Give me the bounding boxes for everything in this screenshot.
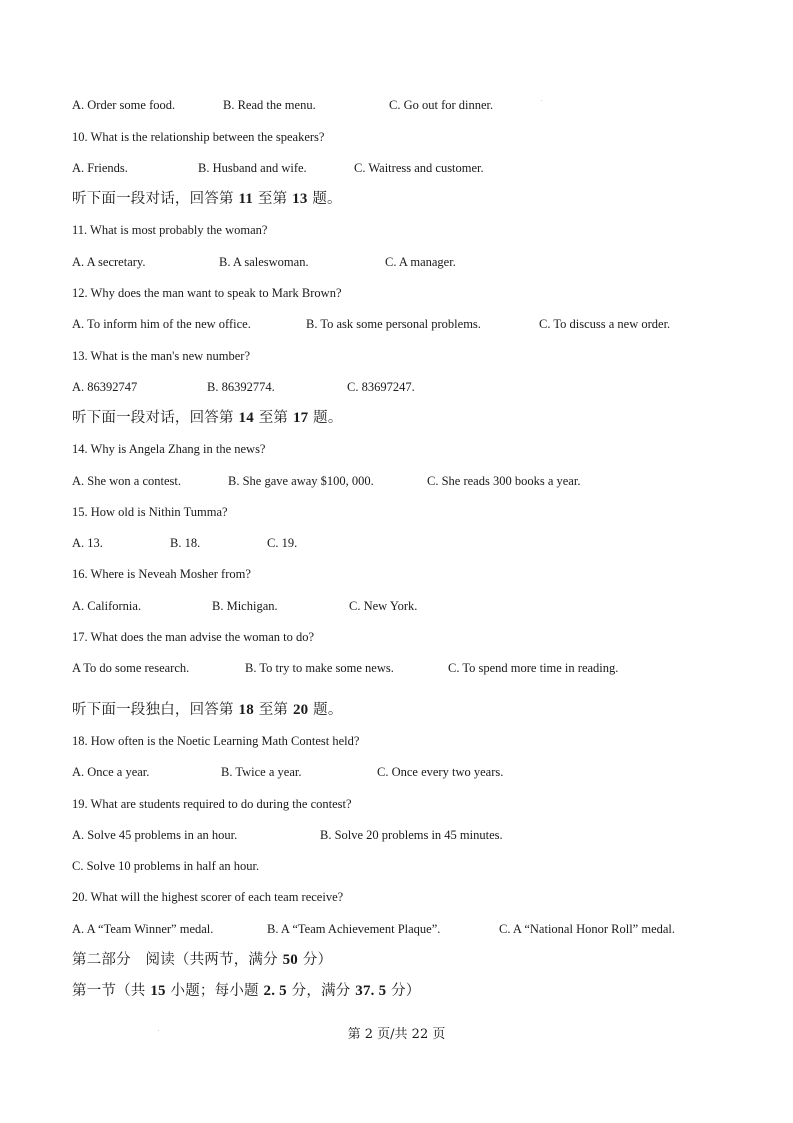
q20-option-c: C. A “National Honor Roll” medal. (499, 922, 676, 936)
heading-text: 听下面一段对话，回答第 (72, 410, 239, 426)
heading-text: 题。 (307, 191, 342, 207)
heading-text: 分） (298, 952, 333, 968)
q14-option-c: C. She reads 300 books a year. (427, 474, 581, 488)
heading-text: 题。 (308, 702, 343, 718)
heading-text: 至第 (253, 702, 293, 718)
q12-option-c: C. To discuss a new order. (539, 317, 671, 331)
q18-option-b: B. Twice a year. (221, 765, 302, 779)
q19-option-a: A. Solve 45 problems in an hour. (72, 828, 238, 842)
heading-number: 13 (292, 191, 308, 207)
q18-option-c: C. Once every two years. (377, 765, 504, 779)
heading-number: 18 (238, 702, 254, 718)
scan-speck (158, 1030, 159, 1031)
q14-question: 14. Why is Angela Zhang in the news? (72, 442, 266, 456)
heading-number: 14 (238, 410, 254, 426)
q17-option-a: A To do some research. (72, 661, 190, 675)
q17-option-b: B. To try to make some news. (245, 661, 394, 675)
heading-number: 15 (150, 983, 166, 999)
q9-option-b: B. Read the menu. (223, 98, 316, 112)
heading-number: 50 (282, 952, 299, 968)
q15-option-a: A. 13. (72, 536, 103, 550)
q16-option-c: C. New York. (349, 599, 418, 613)
q16-question: 16. Where is Neveah Mosher from? (72, 567, 251, 581)
page-footer: 第 2 页/共 22 页 (347, 1027, 446, 1042)
q10-question: 10. What is the relationship between the speakers? (72, 130, 325, 144)
q13-option-c: C. 83697247. (347, 380, 415, 394)
heading-text: 至第 (253, 191, 293, 207)
q18-option-a: A. Once a year. (72, 765, 150, 779)
q14-option-b: B. She gave away $100, 000. (228, 474, 374, 488)
heading-text: 分，满分 (286, 983, 356, 999)
heading-number: 2. 5 (263, 983, 287, 999)
q10-option-b: B. Husband and wife. (198, 161, 307, 175)
heading-text: 分） (386, 983, 421, 999)
scan-speck (541, 100, 542, 101)
q9-option-a: A. Order some food. (72, 98, 176, 112)
q16-option-a: A. California. (72, 599, 142, 613)
q17-question: 17. What does the man advise the woman to do? (72, 630, 315, 644)
heading-number: 11 (238, 191, 254, 207)
q11-question: 11. What is most probably the woman? (72, 223, 268, 237)
q13-option-b: B. 86392774. (207, 380, 275, 394)
q19-question: 19. What are students required to do during the contest? (72, 797, 352, 811)
q15-question: 15. How old is Nithin Tumma? (72, 505, 228, 519)
q20-question: 20. What will the highest scorer of each team receive? (72, 890, 344, 904)
section-heading-18-20 (72, 700, 343, 720)
q14-option-a: A. She won a contest. (72, 474, 182, 488)
q20-option-a: A. A “Team Winner” medal. (72, 922, 214, 936)
q19-option-b: B. Solve 20 problems in 45 minutes. (320, 828, 503, 842)
heading-number: 20 (292, 702, 309, 718)
q15-option-b: B. 18. (170, 536, 201, 550)
q13-option-a: A. 86392747 (72, 380, 138, 394)
q13-question: 13. What is the man's new number? (72, 349, 251, 363)
q18-question: 18. How often is the Noetic Learning Math Contest held? (72, 734, 360, 748)
q16-option-b: B. Michigan. (212, 599, 278, 613)
q15-option-c: C. 19. (267, 536, 298, 550)
part2-heading (72, 950, 332, 970)
q12-option-b: B. To ask some personal problems. (306, 317, 481, 331)
section-heading-14-17 (72, 408, 343, 428)
q19-option-c: C. Solve 10 problems in half an hour. (72, 859, 260, 873)
q10-option-c: C. Waitress and customer. (354, 161, 484, 175)
heading-text: 听下面一段独白，回答第 (72, 702, 239, 718)
q11-option-c: C. A manager. (385, 255, 456, 269)
section-heading-11-13 (72, 189, 342, 209)
q20-option-b: B. A “Team Achievement Plaque”. (267, 922, 441, 936)
q12-question: 12. Why does the man want to speak to Mark Brown? (72, 286, 342, 300)
q10-option-a: A. Friends. (72, 161, 128, 175)
section1-heading (72, 981, 421, 1001)
q11-option-b: B. A saleswoman. (219, 255, 309, 269)
q11-option-a: A. A secretary. (72, 255, 146, 269)
heading-number: 37. 5 (355, 983, 387, 999)
q17-option-c: C. To spend more time in reading. (448, 661, 619, 675)
heading-text: 第二部分 阅读（共两节，满分 (72, 952, 283, 968)
q12-option-a: A. To inform him of the new office. (72, 317, 251, 331)
heading-text: 小题；每小题 (165, 983, 264, 999)
heading-text: 至第 (253, 410, 293, 426)
heading-number: 17 (292, 410, 309, 426)
heading-text: 第一节（共 (72, 983, 151, 999)
q9-option-c: C. Go out for dinner. (389, 98, 494, 112)
heading-text: 听下面一段对话，回答第 (72, 191, 239, 207)
heading-text: 题。 (308, 410, 343, 426)
